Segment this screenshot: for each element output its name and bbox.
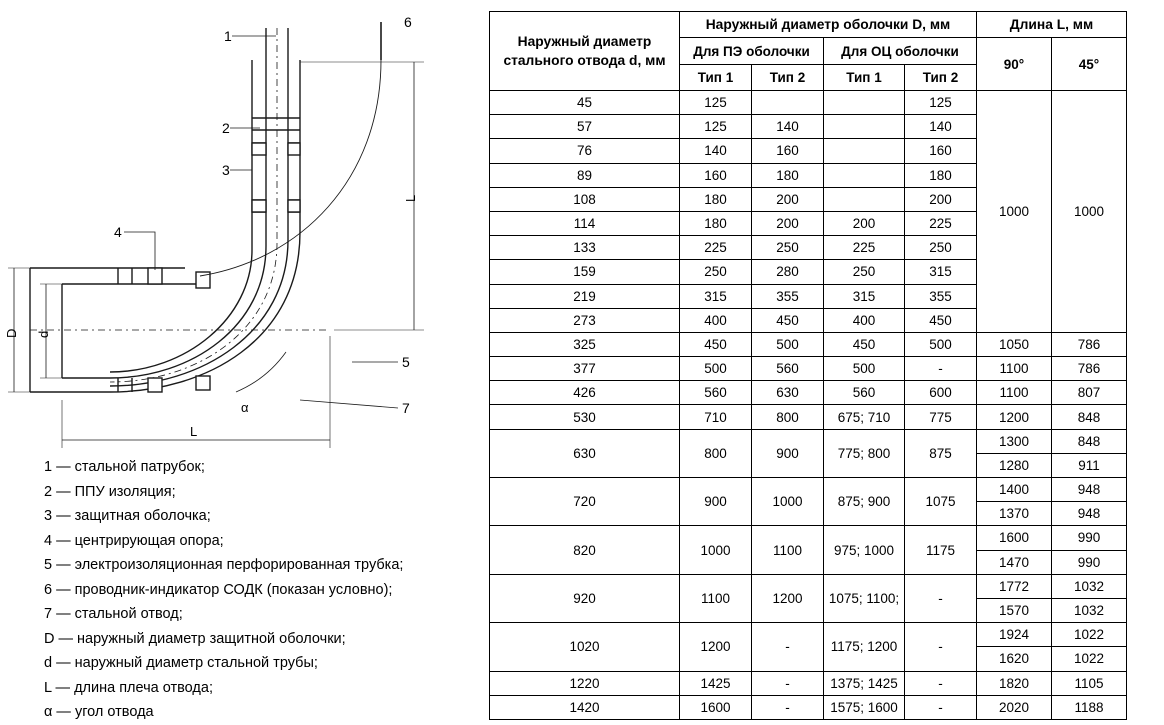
cell-pe1: 180 bbox=[680, 187, 752, 211]
table-row bbox=[490, 695, 1127, 719]
cell-d: 630 bbox=[490, 429, 680, 477]
cell-pe1: 315 bbox=[680, 284, 752, 308]
cell-l45: 948 bbox=[1052, 502, 1127, 526]
cell-oc2: 180 bbox=[905, 163, 977, 187]
cell-d: 76 bbox=[490, 139, 680, 163]
cell-l45: 948 bbox=[1052, 478, 1127, 502]
cell-pe1: 800 bbox=[680, 429, 752, 477]
cell-l90: 1924 bbox=[977, 623, 1052, 647]
cell-pe1: 250 bbox=[680, 260, 752, 284]
elbow-diagram bbox=[0, 0, 470, 460]
cell-pe2: 1100 bbox=[752, 526, 824, 574]
cell-oc2: 125 bbox=[905, 91, 977, 115]
cell-l45: 848 bbox=[1052, 429, 1127, 453]
cell-pe2: 355 bbox=[752, 284, 824, 308]
cell-oc1: 1375; 1425 bbox=[824, 671, 905, 695]
cell-oc2: - bbox=[905, 623, 977, 671]
legend-item: L — длина плеча отвода; bbox=[44, 679, 213, 696]
cell-oc2: 500 bbox=[905, 332, 977, 356]
cell-l45: 786 bbox=[1052, 357, 1127, 381]
cell-oc1: 225 bbox=[824, 236, 905, 260]
cell-d: 325 bbox=[490, 332, 680, 356]
cell-l90: 1100 bbox=[977, 357, 1052, 381]
cell-oc1: 1075; 1100; bbox=[824, 574, 905, 622]
callout-1: 1 bbox=[224, 28, 232, 44]
cell-l90: 1300 bbox=[977, 429, 1052, 453]
cell-d: 114 bbox=[490, 211, 680, 235]
legend-item: 3 — защитная оболочка; bbox=[44, 508, 211, 524]
cell-pe2: 630 bbox=[752, 381, 824, 405]
header-oc-type1: Тип 1 bbox=[824, 65, 905, 91]
cell-pe2: 250 bbox=[752, 236, 824, 260]
cell-pe1: 710 bbox=[680, 405, 752, 429]
cell-l45: 1022 bbox=[1052, 647, 1127, 671]
cell-oc1: 875; 900 bbox=[824, 478, 905, 526]
cell-d: 377 bbox=[490, 357, 680, 381]
legend-item: 2 — ППУ изоляция; bbox=[44, 483, 176, 500]
table-row bbox=[490, 91, 1127, 115]
cell-l90: 1820 bbox=[977, 671, 1052, 695]
cell-oc2: 875 bbox=[905, 429, 977, 477]
cell-pe1: 125 bbox=[680, 115, 752, 139]
cell-oc1: 200 bbox=[824, 211, 905, 235]
cell-l90: 1280 bbox=[977, 453, 1052, 477]
cell-l90: 1470 bbox=[977, 550, 1052, 574]
cell-l90: 1600 bbox=[977, 526, 1052, 550]
cell-d: 530 bbox=[490, 405, 680, 429]
cell-oc1: 560 bbox=[824, 381, 905, 405]
table-row bbox=[490, 332, 1127, 356]
cell-d: 720 bbox=[490, 478, 680, 526]
cell-oc2: 450 bbox=[905, 308, 977, 332]
cell-oc1: 400 bbox=[824, 308, 905, 332]
cell-l90: 1400 bbox=[977, 478, 1052, 502]
cell-pe2: 900 bbox=[752, 429, 824, 477]
cell-pe1: 450 bbox=[680, 332, 752, 356]
header-pe-type1: Тип 1 bbox=[680, 65, 752, 91]
cell-oc2: 140 bbox=[905, 115, 977, 139]
cell-oc2: - bbox=[905, 574, 977, 622]
legend-item: α — угол отвода bbox=[44, 704, 154, 720]
cell-l90: 1050 bbox=[977, 332, 1052, 356]
cell-pe2: 160 bbox=[752, 139, 824, 163]
cell-pe2: - bbox=[752, 695, 824, 719]
cell-pe1: 140 bbox=[680, 139, 752, 163]
cell-pe1: 1000 bbox=[680, 526, 752, 574]
cell-pe2: 280 bbox=[752, 260, 824, 284]
cell-pe2: 450 bbox=[752, 308, 824, 332]
cell-l45: 848 bbox=[1052, 405, 1127, 429]
header-oc-type2: Тип 2 bbox=[905, 65, 977, 91]
cell-oc2: - bbox=[905, 357, 977, 381]
cell-pe2: 1000 bbox=[752, 478, 824, 526]
cell-pe1: 1600 bbox=[680, 695, 752, 719]
cell-d: 426 bbox=[490, 381, 680, 405]
legend-item: 7 — стальной отвод; bbox=[44, 606, 183, 622]
cell-d: 159 bbox=[490, 260, 680, 284]
header-group-length: Длина L, мм bbox=[977, 12, 1127, 38]
dim-alpha: α bbox=[241, 400, 249, 415]
header-angle-45: 45° bbox=[1052, 38, 1127, 91]
cell-oc1: 500 bbox=[824, 357, 905, 381]
dim-D: D bbox=[4, 328, 19, 338]
cell-pe2: - bbox=[752, 623, 824, 671]
cell-oc1 bbox=[824, 163, 905, 187]
callout-6: 6 bbox=[404, 14, 412, 30]
cell-l45: 990 bbox=[1052, 526, 1127, 550]
cell-oc2: 225 bbox=[905, 211, 977, 235]
cell-pe1: 1100 bbox=[680, 574, 752, 622]
cell-pe1: 400 bbox=[680, 308, 752, 332]
cell-l90: 1370 bbox=[977, 502, 1052, 526]
cell-oc1: 450 bbox=[824, 332, 905, 356]
dim-L-vertical: L bbox=[403, 194, 418, 202]
cell-oc1: 315 bbox=[824, 284, 905, 308]
table-row bbox=[490, 623, 1127, 647]
cell-oc1 bbox=[824, 139, 905, 163]
legend-item: 1 — стальной патрубок; bbox=[44, 459, 205, 475]
cell-l90: 1570 bbox=[977, 598, 1052, 622]
cell-pe1: 125 bbox=[680, 91, 752, 115]
cell-pe1: 1200 bbox=[680, 623, 752, 671]
cell-d: 108 bbox=[490, 187, 680, 211]
cell-oc1: 775; 800 bbox=[824, 429, 905, 477]
cell-oc2: 250 bbox=[905, 236, 977, 260]
cell-d: 57 bbox=[490, 115, 680, 139]
dimensions-table bbox=[489, 11, 1127, 720]
cell-l45-merged: 1000 bbox=[1052, 91, 1127, 333]
cell-l45: 1032 bbox=[1052, 574, 1127, 598]
cell-oc2: 1175 bbox=[905, 526, 977, 574]
cell-oc2: 200 bbox=[905, 187, 977, 211]
cell-l45: 911 bbox=[1052, 453, 1127, 477]
table-row bbox=[490, 405, 1127, 429]
header-pe-type2: Тип 2 bbox=[752, 65, 824, 91]
header-group-casing-diameter: Наружный диаметр оболочки D, мм bbox=[680, 12, 977, 38]
cell-pe2 bbox=[752, 91, 824, 115]
cell-oc2: - bbox=[905, 671, 977, 695]
header-oc-casing: Для ОЦ оболочки bbox=[824, 38, 977, 65]
legend-item: 5 — электроизоляционная перфорированная трубка; bbox=[44, 557, 404, 573]
legend-list bbox=[44, 455, 474, 725]
table-row bbox=[490, 526, 1127, 550]
legend-item: 6 — проводник-индикатор СОДК (показан условно); bbox=[44, 581, 393, 598]
table-row bbox=[490, 357, 1127, 381]
cell-l90: 1620 bbox=[977, 647, 1052, 671]
cell-d: 1220 bbox=[490, 671, 680, 695]
cell-d: 45 bbox=[490, 91, 680, 115]
cell-l45: 1032 bbox=[1052, 598, 1127, 622]
cell-d: 273 bbox=[490, 308, 680, 332]
cell-d: 133 bbox=[490, 236, 680, 260]
cell-l90: 1200 bbox=[977, 405, 1052, 429]
cell-oc1: 250 bbox=[824, 260, 905, 284]
cell-d: 820 bbox=[490, 526, 680, 574]
cell-pe1: 180 bbox=[680, 211, 752, 235]
cell-l90: 1772 bbox=[977, 574, 1052, 598]
cell-d: 89 bbox=[490, 163, 680, 187]
cell-l90-merged: 1000 bbox=[977, 91, 1052, 333]
cell-oc2: 600 bbox=[905, 381, 977, 405]
table-row bbox=[490, 671, 1127, 695]
cell-oc2: - bbox=[905, 695, 977, 719]
cell-pe2: 200 bbox=[752, 211, 824, 235]
cell-oc1: 1175; 1200 bbox=[824, 623, 905, 671]
cell-l45: 786 bbox=[1052, 332, 1127, 356]
callout-2: 2 bbox=[222, 120, 230, 136]
cell-l90: 2020 bbox=[977, 695, 1052, 719]
cell-l45: 1188 bbox=[1052, 695, 1127, 719]
cell-oc2: 355 bbox=[905, 284, 977, 308]
cell-oc2: 775 bbox=[905, 405, 977, 429]
cell-pe1: 1425 bbox=[680, 671, 752, 695]
cell-pe1: 900 bbox=[680, 478, 752, 526]
cell-d: 1420 bbox=[490, 695, 680, 719]
cell-pe2: 200 bbox=[752, 187, 824, 211]
callout-3: 3 bbox=[222, 162, 230, 178]
legend-item: D — наружный диаметр защитной оболочки; bbox=[44, 630, 346, 647]
cell-pe1: 160 bbox=[680, 163, 752, 187]
legend-item: 4 — центрирующая опора; bbox=[44, 532, 224, 549]
dimensions-table-wrapper bbox=[489, 11, 1149, 720]
cell-pe2: 800 bbox=[752, 405, 824, 429]
cell-oc1: 675; 710 bbox=[824, 405, 905, 429]
cell-pe2: 560 bbox=[752, 357, 824, 381]
cell-pe1: 225 bbox=[680, 236, 752, 260]
cell-oc1: 1575; 1600 bbox=[824, 695, 905, 719]
cell-l90: 1100 bbox=[977, 381, 1052, 405]
callout-5: 5 bbox=[402, 354, 410, 370]
table-row bbox=[490, 478, 1127, 502]
header-pe-casing: Для ПЭ оболочки bbox=[680, 38, 824, 65]
legend-item: d — наружный диаметр стальной трубы; bbox=[44, 655, 318, 671]
header-angle-90: 90° bbox=[977, 38, 1052, 91]
cell-d: 920 bbox=[490, 574, 680, 622]
cell-oc1: 975; 1000 bbox=[824, 526, 905, 574]
callout-4: 4 bbox=[114, 224, 122, 240]
dim-d: d bbox=[36, 330, 51, 338]
table-row bbox=[490, 429, 1127, 453]
callout-7: 7 bbox=[402, 400, 410, 416]
cell-oc2: 1075 bbox=[905, 478, 977, 526]
cell-pe2: 500 bbox=[752, 332, 824, 356]
cell-pe2: 1200 bbox=[752, 574, 824, 622]
cell-oc2: 315 bbox=[905, 260, 977, 284]
table-row bbox=[490, 381, 1127, 405]
header-diameter-d: Наружный диаметр стального отвода d, мм bbox=[490, 12, 680, 91]
cell-pe1: 500 bbox=[680, 357, 752, 381]
cell-pe2: 180 bbox=[752, 163, 824, 187]
cell-oc1 bbox=[824, 91, 905, 115]
cell-l45: 807 bbox=[1052, 381, 1127, 405]
cell-l45: 1022 bbox=[1052, 623, 1127, 647]
cell-pe2: - bbox=[752, 671, 824, 695]
cell-l45: 990 bbox=[1052, 550, 1127, 574]
cell-oc1 bbox=[824, 115, 905, 139]
cell-pe2: 140 bbox=[752, 115, 824, 139]
cell-d: 219 bbox=[490, 284, 680, 308]
cell-oc2: 160 bbox=[905, 139, 977, 163]
table-row bbox=[490, 574, 1127, 598]
cell-pe1: 560 bbox=[680, 381, 752, 405]
cell-l45: 1105 bbox=[1052, 671, 1127, 695]
dim-L-horizontal: L bbox=[190, 424, 198, 439]
cell-d: 1020 bbox=[490, 623, 680, 671]
cell-oc1 bbox=[824, 187, 905, 211]
